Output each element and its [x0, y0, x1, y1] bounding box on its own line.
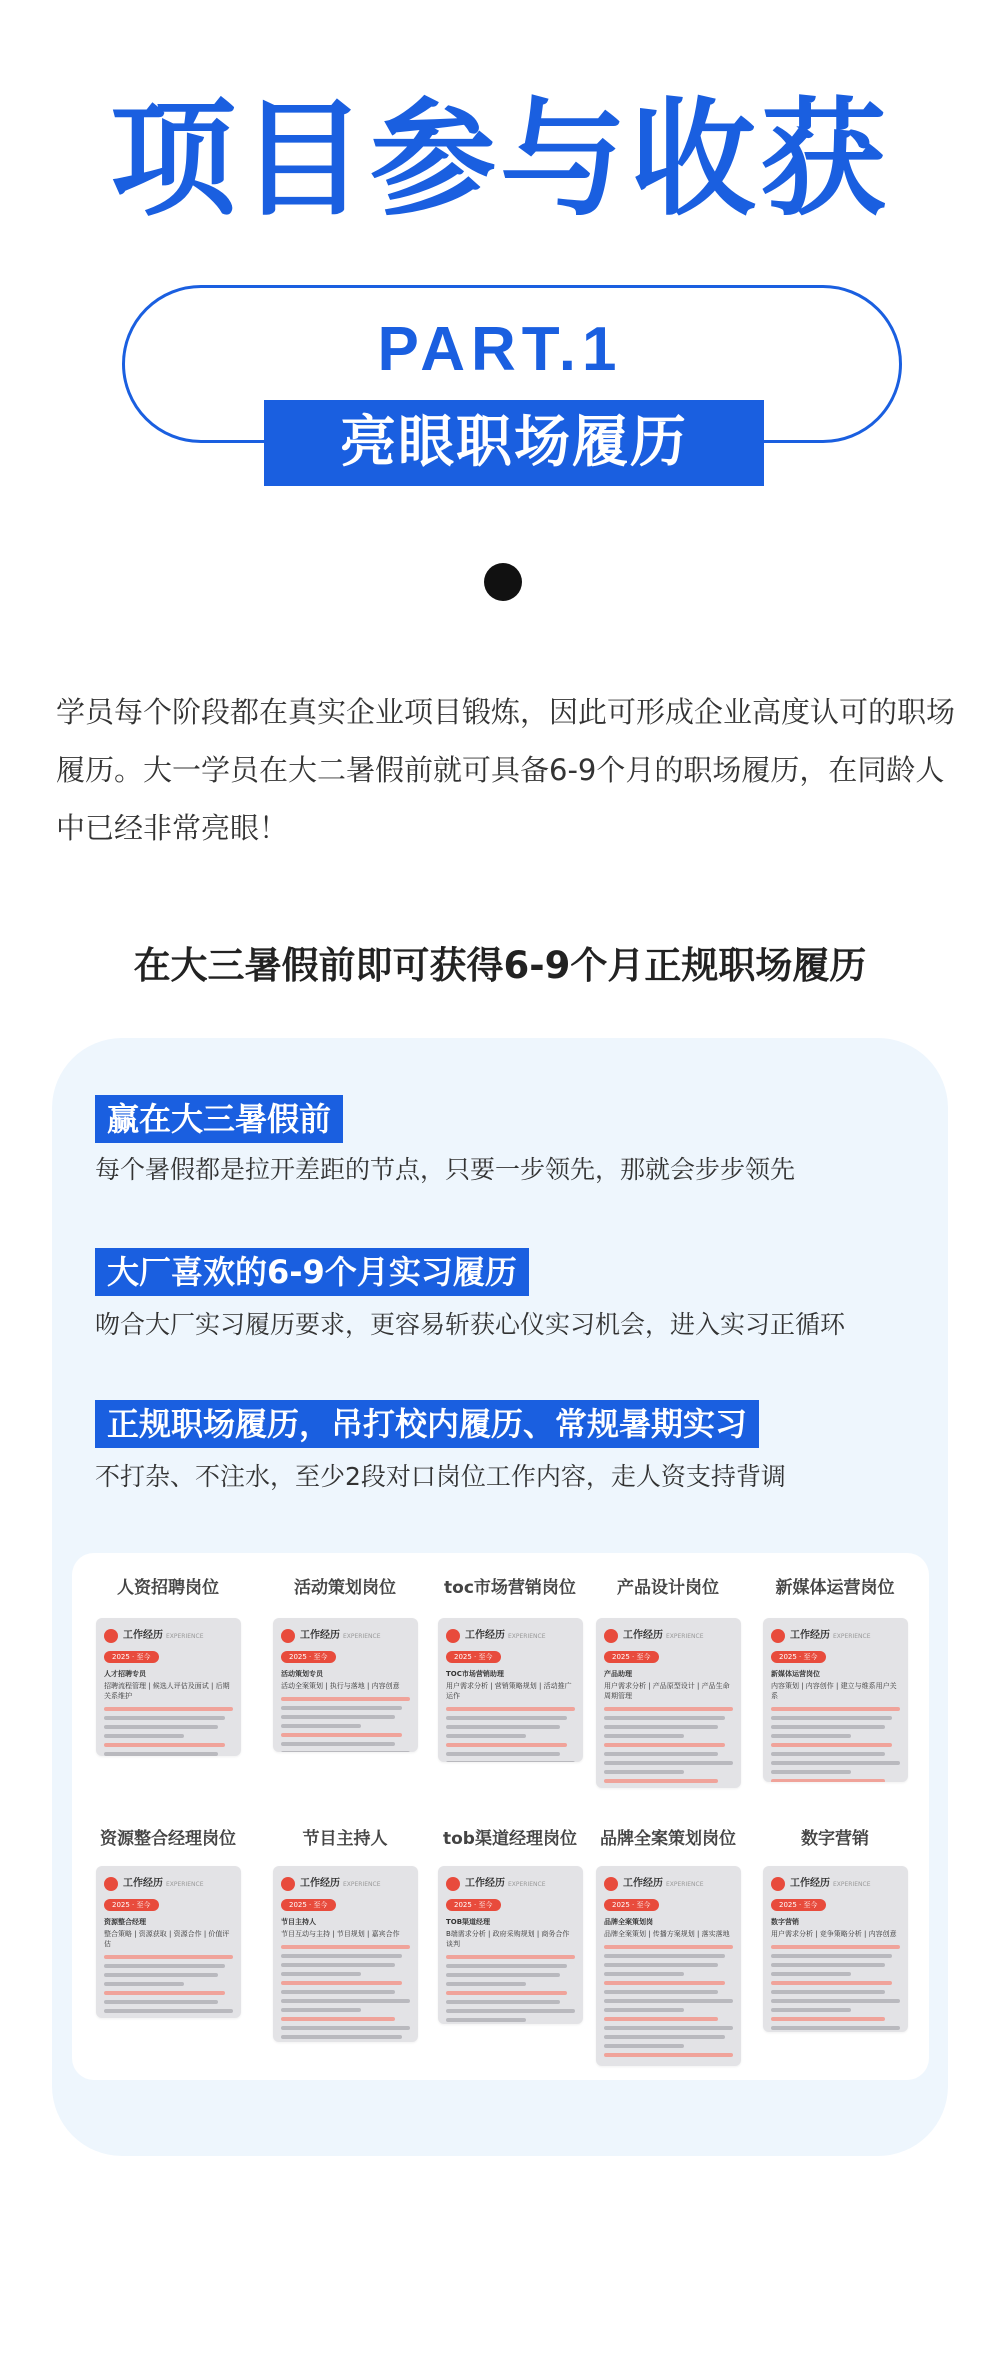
resume-text-lines — [446, 1955, 575, 2024]
position-label: 活动策划岗位 — [294, 1578, 396, 1598]
resume-tasks: 品牌全案策划 | 传播方案规划 | 落实落地 — [604, 1930, 730, 1938]
text-line — [771, 1770, 851, 1774]
briefcase-icon — [281, 1877, 295, 1891]
resume-text-lines — [281, 1945, 410, 2039]
text-line — [446, 1982, 526, 1986]
resume-tasks: 节目互动与主持 | 节目规划 | 嘉宾合作 — [281, 1930, 400, 1938]
position-label: tob渠道经理岗位 — [443, 1829, 577, 1849]
bullet-dot-icon — [484, 563, 522, 601]
text-line — [604, 2035, 725, 2039]
text-line — [771, 1779, 885, 1782]
resume-text-lines — [771, 1945, 900, 2030]
text-line — [281, 1999, 410, 2003]
resume-tasks: 活动全案策划 | 执行与落地 | 内容创意 — [281, 1682, 400, 1690]
text-line — [446, 1734, 526, 1738]
text-line — [604, 1743, 725, 1747]
benefit-description: 吻合大厂实习履历要求，更容易斩获心仪实习机会，进入实习正循环 — [95, 1310, 846, 1339]
resume-heading-en: EXPERIENCE — [166, 1632, 204, 1640]
text-line — [604, 1761, 733, 1765]
date-tag: 2025 · 至今 — [281, 1651, 336, 1663]
resume-text-lines — [446, 1707, 575, 1762]
resume-heading: 工作经历 EXPERIENCE — [465, 1877, 546, 1889]
briefcase-icon — [281, 1629, 295, 1643]
benefit-title: 赢在大三暑假前 — [95, 1095, 343, 1143]
text-line — [446, 1991, 567, 1995]
text-line — [771, 2008, 851, 2012]
text-line — [104, 1973, 218, 1977]
text-line — [281, 1706, 402, 1710]
resume-role: 产品助理 — [604, 1670, 632, 1678]
text-line — [281, 1733, 402, 1737]
text-line — [604, 1990, 718, 1994]
resume-role: 数字营销 — [771, 1918, 799, 1926]
text-line — [604, 2053, 733, 2057]
resume-heading: 工作经历 EXPERIENCE — [790, 1877, 871, 1889]
text-line — [771, 1752, 885, 1756]
text-line — [604, 1954, 725, 1958]
text-line — [281, 1972, 361, 1976]
page-title: 项目参与收获 — [110, 86, 890, 233]
text-line — [104, 1743, 225, 1747]
briefcase-icon — [771, 1629, 785, 1643]
text-line — [771, 1963, 885, 1967]
resume-heading: 工作经历 EXPERIENCE — [623, 1629, 704, 1641]
position-label: 品牌全案策划岗位 — [600, 1829, 736, 1849]
text-line — [446, 1725, 560, 1729]
text-line — [446, 1973, 560, 1977]
text-line — [104, 1991, 225, 1995]
text-line — [604, 1999, 733, 2003]
resume-thumbnail — [596, 1618, 741, 1788]
resume-text-lines — [104, 1707, 233, 1756]
text-line — [104, 1707, 233, 1711]
resume-tasks: B端需求分析 | 政府采购规划 | 商务合作谈判 — [446, 1930, 570, 1948]
briefcase-icon — [604, 1629, 618, 1643]
text-line — [104, 1752, 218, 1756]
text-line — [604, 1981, 725, 1985]
resume-role: 资源整合经理 — [104, 1918, 146, 1926]
part-label: PART.1 — [377, 315, 623, 384]
date-tag: 2025 · 至今 — [446, 1651, 501, 1663]
resume-thumbnail — [438, 1866, 583, 2024]
text-line — [446, 2009, 575, 2013]
text-line — [104, 1964, 225, 1968]
text-line — [446, 1716, 567, 1720]
resume-tasks: 招聘流程管理 | 候选人评估及面试 | 后期关系维护 — [104, 1682, 230, 1700]
text-line — [604, 1972, 684, 1976]
resume-heading-en: EXPERIENCE — [508, 1880, 546, 1888]
text-line — [104, 2009, 233, 2013]
text-line — [771, 1972, 851, 1976]
resume-role: 节目主持人 — [281, 1918, 316, 1926]
text-line — [446, 1955, 575, 1959]
resume-tasks: 内容策划 | 内容创作 | 建立与维系用户关系 — [771, 1682, 897, 1700]
text-line — [771, 1734, 851, 1738]
briefcase-icon — [104, 1629, 118, 1643]
date-tag: 2025 · 至今 — [771, 1651, 826, 1663]
text-line — [604, 1734, 684, 1738]
text-line — [281, 1715, 395, 1719]
position-label: 新媒体运营岗位 — [775, 1578, 895, 1598]
text-line — [604, 1963, 718, 1967]
text-line — [281, 1945, 410, 1949]
briefcase-icon — [446, 1877, 460, 1891]
text-line — [604, 1707, 733, 1711]
text-line — [446, 2018, 526, 2022]
resume-text-lines — [771, 1707, 900, 1782]
resume-thumbnail — [763, 1866, 908, 2032]
text-line — [281, 1742, 395, 1746]
resume-thumbnail — [596, 1866, 741, 2066]
text-line — [771, 1954, 892, 1958]
briefcase-icon — [446, 1629, 460, 1643]
position-label: toc市场营销岗位 — [444, 1578, 576, 1598]
text-line — [604, 2008, 684, 2012]
benefit-description: 不打杂、不注水，至少2段对口岗位工作内容，走人资支持背调 — [95, 1462, 786, 1491]
resume-thumbnail — [273, 1618, 418, 1752]
position-label: 人资招聘岗位 — [117, 1578, 219, 1598]
position-label: 数字营销 — [801, 1829, 869, 1849]
text-line — [104, 1734, 184, 1738]
text-line — [771, 2017, 885, 2021]
text-line — [281, 1697, 410, 1701]
briefcase-icon — [771, 1877, 785, 1891]
resume-tasks: 用户需求分析 | 竞争策略分析 | 内容创意 — [771, 1930, 897, 1938]
resume-thumbnail — [763, 1618, 908, 1782]
text-line — [104, 2000, 218, 2004]
benefit-description: 每个暑假都是拉开差距的节点，只要一步领先，那就会步步领先 — [95, 1155, 796, 1184]
text-line — [771, 1945, 900, 1949]
date-tag: 2025 · 至今 — [104, 1899, 159, 1911]
text-line — [446, 1761, 575, 1762]
resume-role: TOB渠道经理 — [446, 1918, 491, 1926]
resume-heading-en: EXPERIENCE — [343, 1632, 381, 1640]
text-line — [604, 2044, 684, 2048]
resume-heading: 工作经历 EXPERIENCE — [623, 1877, 704, 1889]
resume-text-lines — [604, 1945, 733, 2057]
text-line — [281, 1751, 410, 1752]
text-line — [281, 2008, 361, 2012]
briefcase-icon — [104, 1877, 118, 1891]
resume-tasks: 整合策略 | 资源获取 | 资源合作 | 价值评估 — [104, 1930, 230, 1948]
text-line — [604, 1779, 718, 1783]
text-line — [771, 1761, 900, 1765]
resume-heading: 工作经历 EXPERIENCE — [300, 1629, 381, 1641]
resume-heading-en: EXPERIENCE — [833, 1632, 871, 1640]
text-line — [771, 2026, 900, 2030]
text-line — [771, 1716, 892, 1720]
text-line — [771, 1999, 900, 2003]
position-label: 产品设计岗位 — [617, 1578, 719, 1598]
resume-thumbnail — [96, 1866, 241, 2018]
text-line — [281, 2026, 410, 2030]
resume-thumbnail — [273, 1866, 418, 2042]
resume-heading: 工作经历 EXPERIENCE — [300, 1877, 381, 1889]
resume-text-lines — [104, 1955, 233, 2018]
resume-heading-en: EXPERIENCE — [666, 1880, 704, 1888]
text-line — [604, 2017, 718, 2021]
text-line — [446, 1743, 567, 1747]
resume-heading-en: EXPERIENCE — [666, 1632, 704, 1640]
text-line — [104, 1725, 218, 1729]
briefcase-icon — [604, 1877, 618, 1891]
text-line — [604, 1752, 718, 1756]
text-line — [446, 1707, 575, 1711]
text-line — [281, 1981, 402, 1985]
resume-heading: 工作经历 EXPERIENCE — [790, 1629, 871, 1641]
text-line — [771, 1743, 892, 1747]
date-tag: 2025 · 至今 — [446, 1899, 501, 1911]
text-line — [104, 1982, 184, 1986]
resume-role: 品牌全案策划岗 — [604, 1918, 653, 1926]
intro-paragraph: 学员每个阶段都在真实企业项目锻炼，因此可形成企业高度认可的职场履历。大一学员在大二暑假前就可具备6-9个月的职场履历，在同龄人中已经非常亮眼！ — [56, 695, 956, 845]
resume-heading-en: EXPERIENCE — [343, 1880, 381, 1888]
resume-role: 新媒体运营岗位 — [771, 1670, 820, 1678]
text-line — [604, 1945, 733, 1949]
text-line — [771, 1990, 885, 1994]
resume-heading-en: EXPERIENCE — [508, 1632, 546, 1640]
text-line — [771, 1707, 900, 1711]
text-line — [104, 1716, 225, 1720]
resume-role: 活动策划专员 — [281, 1670, 323, 1678]
text-line — [446, 1964, 567, 1968]
resume-text-lines — [604, 1707, 733, 1788]
resume-thumbnail — [96, 1618, 241, 1756]
text-line — [446, 1752, 560, 1756]
part-subtitle: 亮眼职场履历 — [264, 400, 764, 486]
text-line — [604, 1716, 725, 1720]
resume-heading: 工作经历 EXPERIENCE — [123, 1877, 204, 1889]
text-line — [446, 2000, 560, 2004]
text-line — [604, 1725, 718, 1729]
text-line — [281, 1724, 361, 1728]
resume-heading: 工作经历 EXPERIENCE — [465, 1629, 546, 1641]
date-tag: 2025 · 至今 — [281, 1899, 336, 1911]
text-line — [281, 1963, 395, 1967]
text-line — [604, 2026, 733, 2030]
resume-text-lines — [281, 1697, 410, 1752]
text-line — [604, 1770, 684, 1774]
text-line — [281, 2017, 395, 2021]
resume-heading: 工作经历 EXPERIENCE — [123, 1629, 204, 1641]
resume-tasks: 用户需求分析 | 营销策略规划 | 活动推广运作 — [446, 1682, 572, 1700]
text-line — [771, 1725, 885, 1729]
text-line — [281, 1954, 402, 1958]
resume-role: 人才招聘专员 — [104, 1670, 146, 1678]
date-tag: 2025 · 至今 — [771, 1899, 826, 1911]
resume-thumbnail — [438, 1618, 583, 1762]
text-line — [104, 1955, 233, 1959]
resume-heading-en: EXPERIENCE — [166, 1880, 204, 1888]
text-line — [281, 2035, 402, 2039]
resume-role: TOC市场营销助理 — [446, 1670, 504, 1678]
position-label: 资源整合经理岗位 — [100, 1829, 236, 1849]
benefit-title: 正规职场履历，吊打校内履历、常规暑期实习 — [95, 1400, 759, 1448]
date-tag: 2025 · 至今 — [604, 1899, 659, 1911]
resume-heading-en: EXPERIENCE — [833, 1880, 871, 1888]
text-line — [281, 1990, 395, 1994]
text-line — [771, 1981, 892, 1985]
position-label: 节目主持人 — [302, 1829, 388, 1849]
section-heading: 在大三暑假前即可获得6-9个月正规职场履历 — [133, 944, 867, 987]
date-tag: 2025 · 至今 — [604, 1651, 659, 1663]
benefit-title: 大厂喜欢的6-9个月实习履历 — [95, 1248, 529, 1296]
resume-tasks: 用户需求分析 | 产品原型设计 | 产品生命周期管理 — [604, 1682, 730, 1700]
date-tag: 2025 · 至今 — [104, 1651, 159, 1663]
